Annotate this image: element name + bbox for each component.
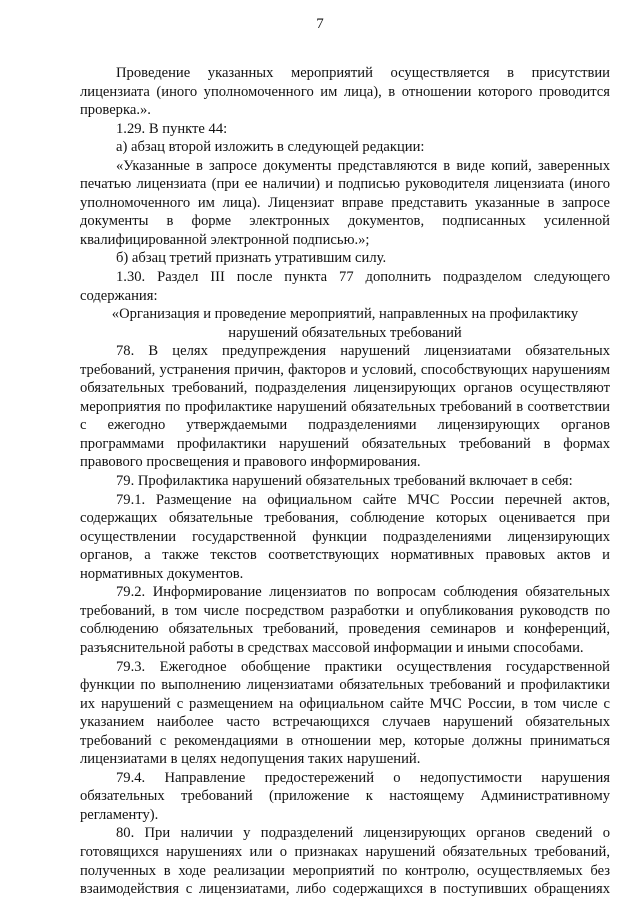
paragraph-item-1-30: 1.30. Раздел III после пункта 77 дополнить подразделом следующего содержания: bbox=[80, 269, 610, 304]
page-number: 7 bbox=[316, 16, 324, 32]
paragraph-item-79: 79. Профилактика нарушений обязательных требований включает в себя: bbox=[116, 473, 573, 490]
paragraph-item-1-29: 1.29. В пункте 44: bbox=[116, 120, 228, 137]
paragraph-subitem-a: а) абзац второй изложить в следующей редакции: bbox=[116, 139, 425, 156]
paragraph-item-79-3: 79.3. Ежегодное обобщение практики осуществления государственной функции по выполнению лицензиатами обязательных требований и профилактики их нарушений с размещением на официальном сайте МЧС России, в том числе с указанием наиболее часто встречающихся случаев нарушений обязательных требований с рекомендациями в отношении мер, которые должны приниматься лицензиатами в целях недопущения таких нарушений. bbox=[80, 658, 610, 768]
subsection-heading: «Организация и проведение мероприятий, направленных на профилактику нарушений обязательных требований bbox=[111, 306, 579, 341]
paragraph-inspection-presence: Проведение указанных мероприятий осуществляется в присутствии лицензиата (иного уполномоченного им лица), в отношении которого проводится проверка.». bbox=[80, 65, 610, 119]
paragraph-item-78: 78. В целях предупреждения нарушений лицензиатами обязательных требований, устранения причин, факторов и условий, способствующих нарушениям обязательных требований, подразделения лицензирующих органов осуществляют мероприятия по профилактике нарушений обязательных требований в соответствии с ежегодно утверждаемыми подразделениями лицензирующих органов программами профилактики нарушений обязательных требований в формах правового просвещения и правового информирования. bbox=[80, 343, 610, 471]
paragraph-item-79-1: 79.1. Размещение на официальном сайте МЧС России перечней актов, содержащих обязательные требования, соблюдение которых оценивается при осуществлении государственной функции подразделениями лицензирующих органов, а также текстов соответствующих нормативных правовых актов и нормативных документов. bbox=[80, 491, 610, 582]
document-body bbox=[80, 64, 610, 899]
paragraph-item-80: 80. При наличии у подразделений лицензирующих органов сведений о готовящихся нарушениях или о признаках нарушений обязательных требований, полученных в ходе реализации мероприятий по контролю, осуществляемых без взаимодействия с лицензиатами, либо содержащихся в поступивших обращениях bbox=[80, 825, 610, 898]
paragraph-item-79-4: 79.4. Направление предостережений о недопустимости нарушения обязательных требований (приложение к настоящему Административному регламенту). bbox=[80, 769, 610, 823]
paragraph-item-79-2: 79.2. Информирование лицензиатов по вопросам соблюдения обязательных требований, в том числе посредством разработки и опубликования руководств по соблюдению обязательных требований, проведения семинаров и конференций, разъяснительной работы в средствах массовой информации и иными способами. bbox=[80, 584, 610, 656]
paragraph-documents-copies: «Указанные в запросе документы представляются в виде копий, заверенных печатью лицензиата (при ее наличии) и подписью руководителя лицензиата (иного уполномоченного им лица). Лицензиат вправе представить указанные в запросе документы в форме электронных документов, подписанных усиленной квалифицированной электронной подписью.»; bbox=[80, 157, 610, 248]
paragraph-subitem-b: б) абзац третий признать утратившим силу. bbox=[116, 250, 387, 267]
